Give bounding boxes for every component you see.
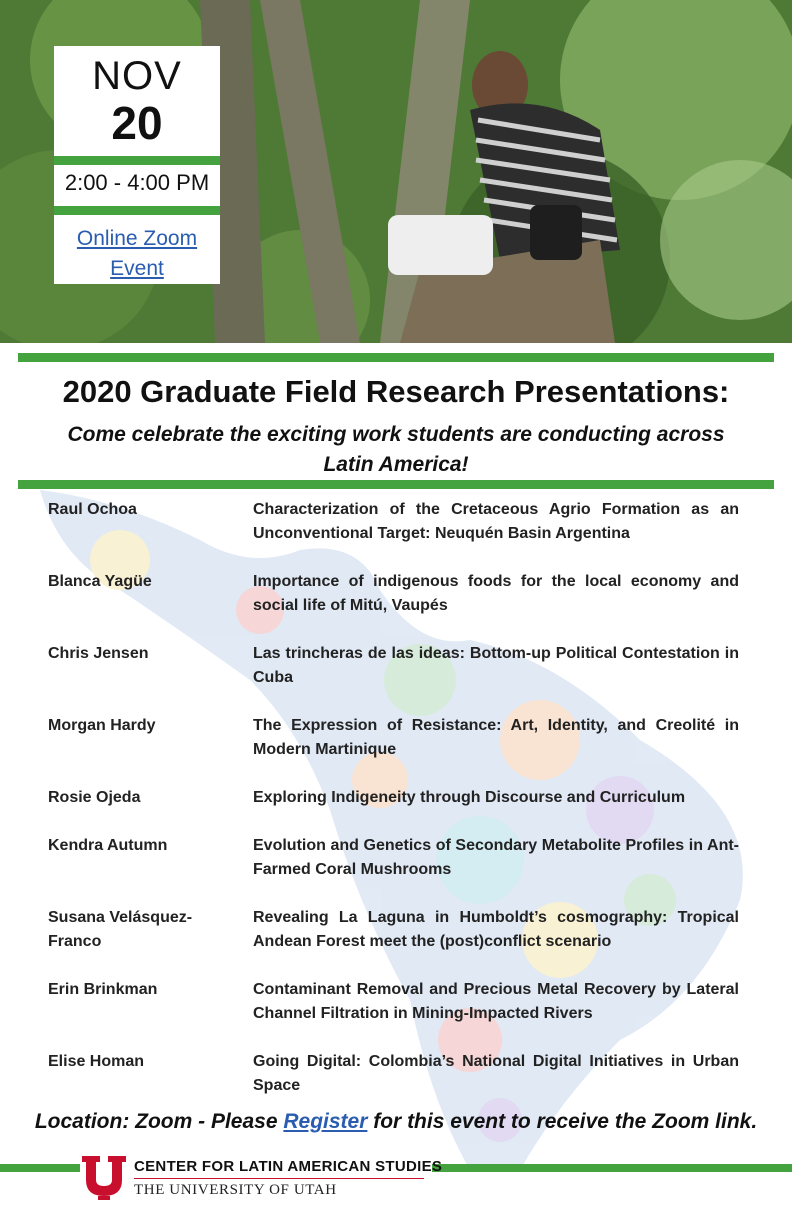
event-month: NOV (92, 54, 182, 98)
event-time: 2:00 - 4:00 PM (64, 170, 210, 195)
online-zoom-event-link[interactable] (54, 224, 220, 284)
page-subtitle: Come celebrate the exciting work students are conducting across Latin America! (67, 423, 725, 476)
presenter-name: Erin Brinkman (48, 981, 158, 998)
university-of-utah-logo (80, 1152, 128, 1200)
org-divider (134, 1178, 424, 1179)
presenter-name: Blanca Yagüe (48, 573, 152, 590)
page-title: 2020 Graduate Field Research Presentations: (62, 374, 730, 409)
zoom-link-line1: Online Zoom (76, 227, 198, 250)
zoom-link-line2: Event (110, 257, 164, 280)
title-divider-top (18, 353, 774, 362)
date-divider-top (54, 156, 220, 165)
hero-photo (0, 0, 792, 343)
presentation-title: Characterization of the Cretaceous Agrio Formation as an Unconventional Target: Neuquén Basin Argentina (253, 501, 739, 542)
presenter-name: Chris Jensen (48, 645, 149, 662)
center-name: CENTER FOR LATIN AMERICAN STUDIES (134, 1158, 443, 1175)
presentation-title: Revealing La Laguna in Humboldt’s cosmography: Tropical Andean Forest meet the (post)conflict scenario (253, 909, 739, 950)
presentation-title: Contaminant Removal and Precious Metal Recovery by Lateral Channel Filtration in Mining-Impacted Rivers (253, 981, 739, 1022)
presentation-title: Exploring Indigeneity through Discourse and Curriculum (253, 789, 686, 806)
event-day: 20 (111, 97, 163, 149)
presenter-name: Morgan Hardy (48, 717, 156, 734)
location-prefix: Location: Zoom - Please (34, 1110, 284, 1133)
date-divider-bottom (54, 206, 220, 215)
presenter-name: Susana Velásquez-Franco (48, 909, 193, 950)
presenter-name: Kendra Autumn (48, 837, 168, 854)
presentation-title: Las trincheras de las ideas: Bottom-up Political Contestation in Cuba (253, 645, 739, 686)
presentation-title: The Expression of Resistance: Art, Identity, and Creolité in Modern Martinique (253, 717, 739, 758)
footer-divider-left (0, 1164, 88, 1172)
presenter-name: Elise Homan (48, 1053, 145, 1070)
university-name: THE UNIVERSITY OF UTAH (134, 1182, 337, 1198)
presenter-name: Raul Ochoa (48, 501, 137, 518)
presenter-name: Rosie Ojeda (48, 789, 141, 806)
footer-divider-right (432, 1164, 792, 1172)
presentation-title: Going Digital: Colombia’s National Digital Initiatives in Urban Space (253, 1053, 739, 1094)
presentation-title: Importance of indigenous foods for the local economy and social life of Mitú, Vaupés (253, 573, 739, 614)
location-line (0, 1110, 792, 1134)
event-date-box (54, 46, 220, 284)
register-link[interactable]: Register (283, 1110, 368, 1133)
presentation-title: Evolution and Genetics of Secondary Metabolite Profiles in Ant-Farmed Coral Mushrooms (253, 837, 739, 878)
location-suffix: for this event to receive the Zoom link. (367, 1110, 758, 1133)
